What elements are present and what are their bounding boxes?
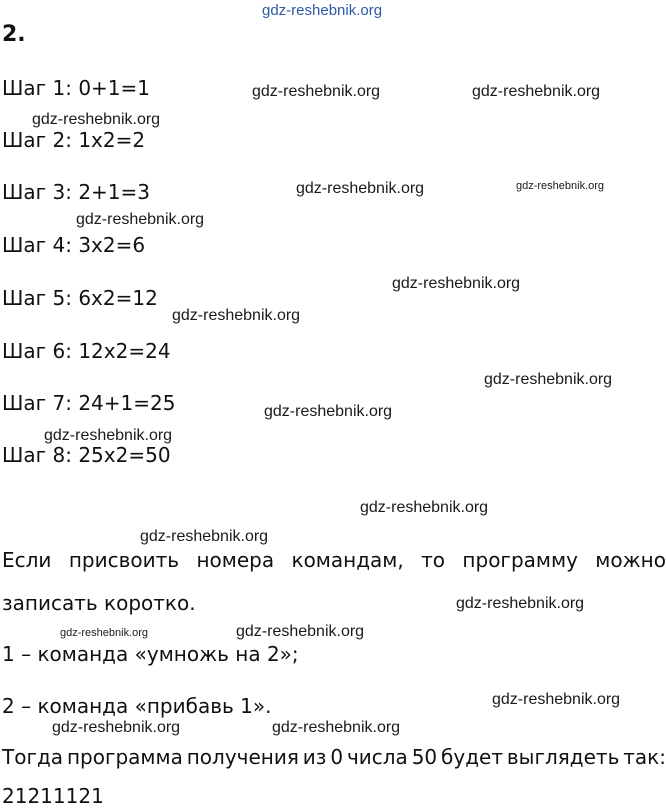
watermark: gdz-reshebnik.org	[456, 595, 585, 612]
word: можно	[595, 548, 666, 572]
watermark: gdz-reshebnik.org	[252, 83, 381, 100]
step-2: Шаг 2: 1x2=2	[2, 128, 146, 152]
step-6: Шаг 6: 12x2=24	[2, 339, 171, 363]
watermark: gdz-reshebnik.org	[76, 211, 205, 228]
watermark: gdz-reshebnik.org	[44, 427, 173, 444]
answer: 21211121	[2, 784, 104, 808]
command-1: 1 – команда «умножь на 2»;	[2, 642, 299, 666]
text-line-1	[2, 548, 666, 572]
watermark: gdz-reshebnik.org	[52, 719, 181, 736]
word: числа	[346, 745, 408, 769]
step-5: Шаг 5: 6x2=12	[2, 286, 158, 310]
word: получения	[186, 745, 299, 769]
watermark: gdz-reshebnik.org	[392, 275, 521, 292]
command-2: 2 – команда «прибавь 1».	[2, 694, 272, 718]
word: то	[421, 548, 446, 572]
word: программа	[66, 745, 183, 769]
text-line-5	[2, 745, 666, 769]
word: выглядеть	[506, 745, 620, 769]
word: номера	[196, 548, 275, 572]
word: так:	[623, 745, 666, 769]
step-8: Шаг 8: 25x2=50	[2, 443, 171, 467]
word: 0	[330, 745, 344, 769]
watermark: gdz-reshebnik.org	[264, 403, 393, 420]
watermark: gdz-reshebnik.org	[32, 111, 161, 128]
word: 50	[411, 745, 438, 769]
task-number: 2.	[2, 22, 26, 47]
step-4: Шаг 4: 3x2=6	[2, 233, 146, 257]
text-line-2: записать коротко.	[2, 591, 196, 615]
word: программу	[462, 548, 578, 572]
top-watermark: gdz-reshebnik.org	[262, 2, 383, 19]
watermark: gdz-reshebnik.org	[492, 691, 621, 708]
watermark: gdz-reshebnik.org	[472, 83, 601, 100]
step-3: Шаг 3: 2+1=3	[2, 180, 151, 204]
watermark: gdz-reshebnik.org	[296, 180, 425, 197]
word: будет	[441, 745, 503, 769]
watermark: gdz-reshebnik.org	[484, 371, 613, 388]
watermark: gdz-reshebnik.org	[236, 623, 365, 640]
word: Если	[2, 548, 52, 572]
word: из	[302, 745, 327, 769]
watermark: gdz-reshebnik.org	[172, 307, 301, 324]
watermark: gdz-reshebnik.org	[60, 627, 149, 639]
word: присвоить	[68, 548, 180, 572]
watermark: gdz-reshebnik.org	[272, 719, 401, 736]
step-1: Шаг 1: 0+1=1	[2, 76, 151, 100]
watermark: gdz-reshebnik.org	[140, 528, 269, 545]
watermark: gdz-reshebnik.org	[516, 180, 605, 192]
word: командам,	[291, 548, 404, 572]
word: Тогда	[2, 745, 64, 769]
step-7: Шаг 7: 24+1=25	[2, 391, 176, 415]
watermark: gdz-reshebnik.org	[360, 499, 489, 516]
